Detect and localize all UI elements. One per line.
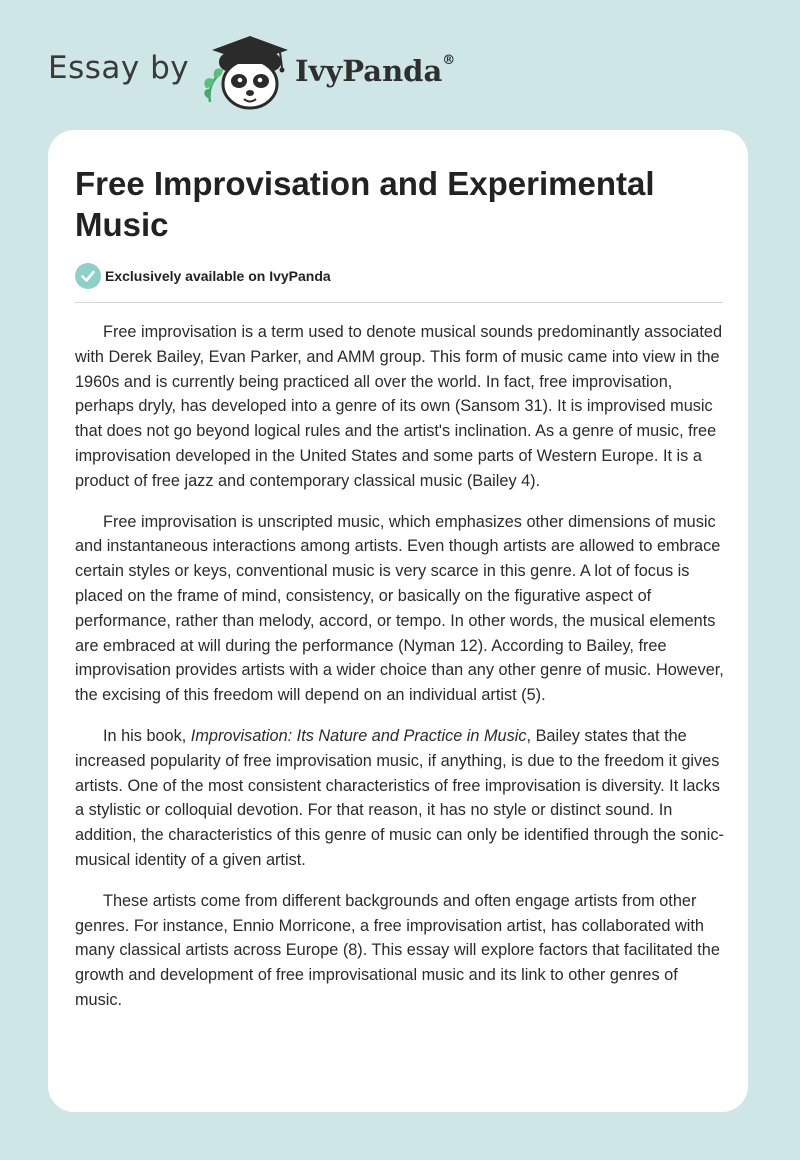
check-circle-icon: [75, 263, 101, 289]
article-title: Free Improvisation and Experimental Music: [75, 165, 655, 243]
registered-mark: ®: [442, 53, 456, 69]
paragraph: Free improvisation is unscripted music, which emphasizes other dimensions of music and instantaneous interactions among artists. Even though artists are allowed to embrace certain styles or keys, conventional music is very scarce in this genre. A lot of focus is placed on the frame of mind, consistency, or basically on the figurative aspect of performance, rather than melody, accord, or tempo. In other words, the musical elements are embraced at will during the performance (Nyman 12). According to Bailey, free improvisation provides artists with a wider choice than any other genre of music. However, the excising of this freedom will depend on an individual artist (5).: [75, 512, 724, 705]
article-body: [75, 320, 725, 1029]
paragraph: [75, 724, 725, 873]
brand-wordmark: IvyPanda: [295, 54, 443, 88]
paragraph-text: , Bailey states that the increased popularity of free improvisation music, if anything, is due to the freedom it gives artists. One of the most consistent characteristics of free improvisation is diversity. It lacks a stylistic or colloquial devotion. For that reason, it has no style or distinct sound. In addition, the characteristics of this genre of music can only be identified through the sonic-musical identity of a given artist.: [75, 726, 724, 869]
paragraph: Free improvisation is a term used to denote musical sounds predominantly associated with Derek Bailey, Evan Parker, and AMM group. This form of music came into view in the 1960s and is currently being practiced all over the world. In fact, free improvisation, perhaps dryly, has developed into a genre of its own (Sansom 31). It is improvised music that does not go beyond logical rules and the artist's inclination. As a genre of music, free improvisation developed in the United States and some parts of Western Europe. It is a product of free jazz and contemporary classical music (Bailey 4).: [75, 323, 722, 490]
paragraph-text: In his book,: [103, 726, 191, 745]
exclusive-badge-text: Exclusively available on IvyPanda: [105, 268, 331, 284]
paragraph: These artists come from different backgrounds and often engage artists from other genres. For instance, Ennio Morricone, a free improvisation artist, has collaborated with many classical artists across Europe (8). This essay will explore factors that facilitated the growth and development of free improvisational music and its link to other genres of music.: [75, 891, 720, 1009]
article-card: [48, 130, 748, 1112]
panda-graduate-icon: [200, 32, 296, 110]
brand-name: [295, 54, 455, 88]
essay-by-label: Essay by: [48, 50, 190, 86]
site-header: [48, 32, 648, 112]
book-title: Improvisation: Its Nature and Practice in Music: [190, 726, 527, 745]
divider: [75, 302, 723, 303]
